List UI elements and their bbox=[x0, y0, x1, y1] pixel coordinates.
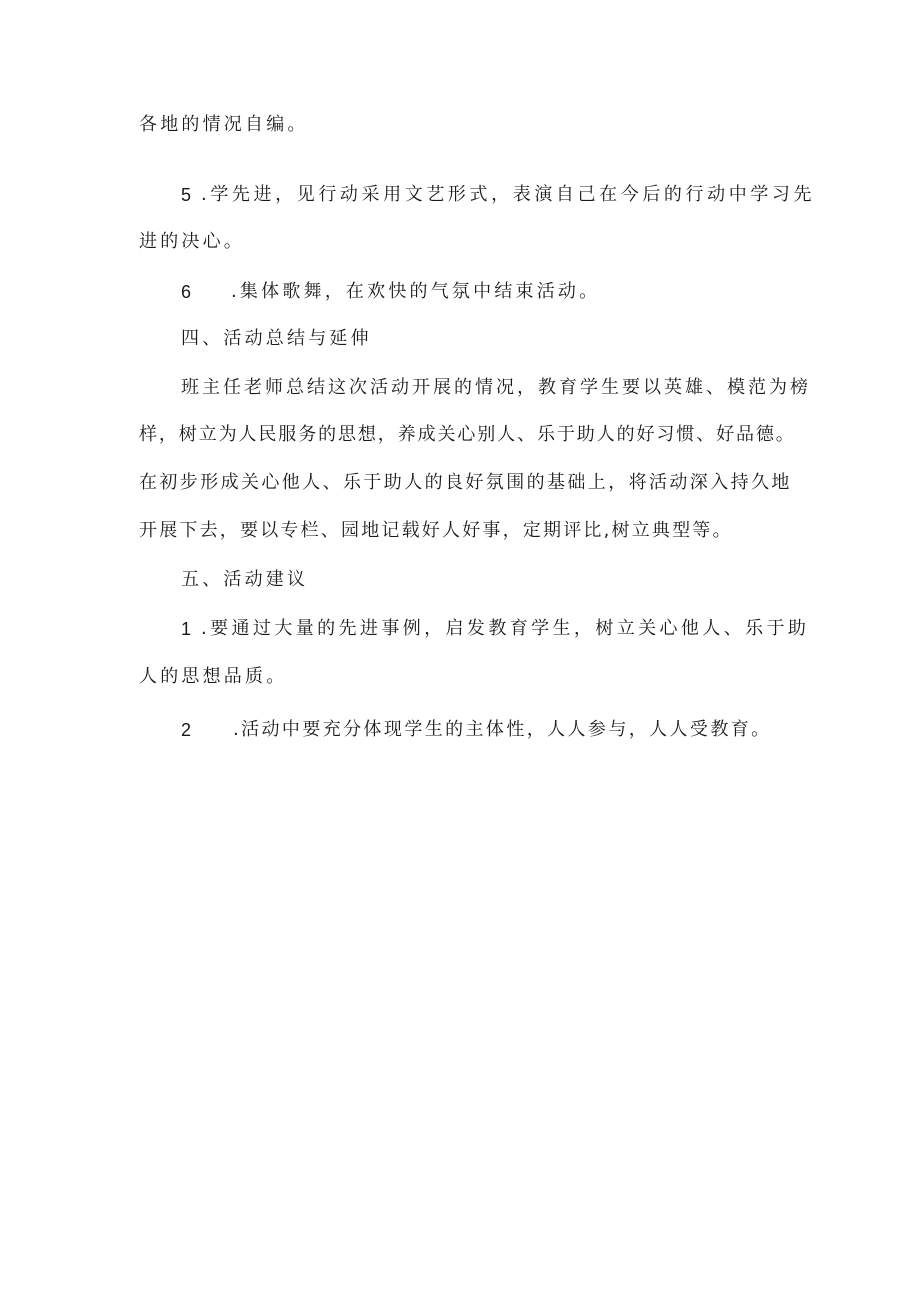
list-item-text: .活动中要充分体现学生的主体性，人人参与，人人受教育。 bbox=[233, 719, 772, 740]
list-number: 1 bbox=[181, 619, 192, 639]
list-item-text-continued: 进的决心。 bbox=[139, 231, 245, 252]
paragraph-line: 在初步形成关心他人、乐于助人的良好氛围的基础上，将活动深入持久地 bbox=[139, 472, 792, 493]
paragraph-line: 各地的情况自编。 bbox=[139, 114, 309, 135]
list-item-text: .集体歌舞，在欢快的气氛中结束活动。 bbox=[231, 281, 601, 302]
list-number: 6 bbox=[181, 282, 192, 302]
section-heading: 四、活动总结与延伸 bbox=[181, 328, 372, 349]
list-item-text: .要通过大量的先进事例，启发教育学生，树立关心他人、乐于助 bbox=[201, 618, 810, 639]
list-item-text-continued: 人的思想品质。 bbox=[139, 666, 288, 687]
paragraph-line: 班主任老师总结这次活动开展的情况，教育学生要以英雄、模范为榜 bbox=[181, 377, 811, 398]
section-heading: 五、活动建议 bbox=[181, 569, 309, 590]
list-item-text: .学先进，见行动采用文艺形式，表演自己在今后的行动中学习先 bbox=[201, 184, 816, 205]
paragraph-line: 样，树立为人民服务的思想，养成关心别人、乐于助人的好习惯、好品德。 bbox=[139, 424, 796, 445]
paragraph-line: 开展下去，要以专栏、园地记载好人好事，定期评比,树立典型等。 bbox=[139, 520, 733, 541]
list-number: 2 bbox=[181, 720, 192, 740]
list-number: 5 bbox=[181, 185, 192, 205]
